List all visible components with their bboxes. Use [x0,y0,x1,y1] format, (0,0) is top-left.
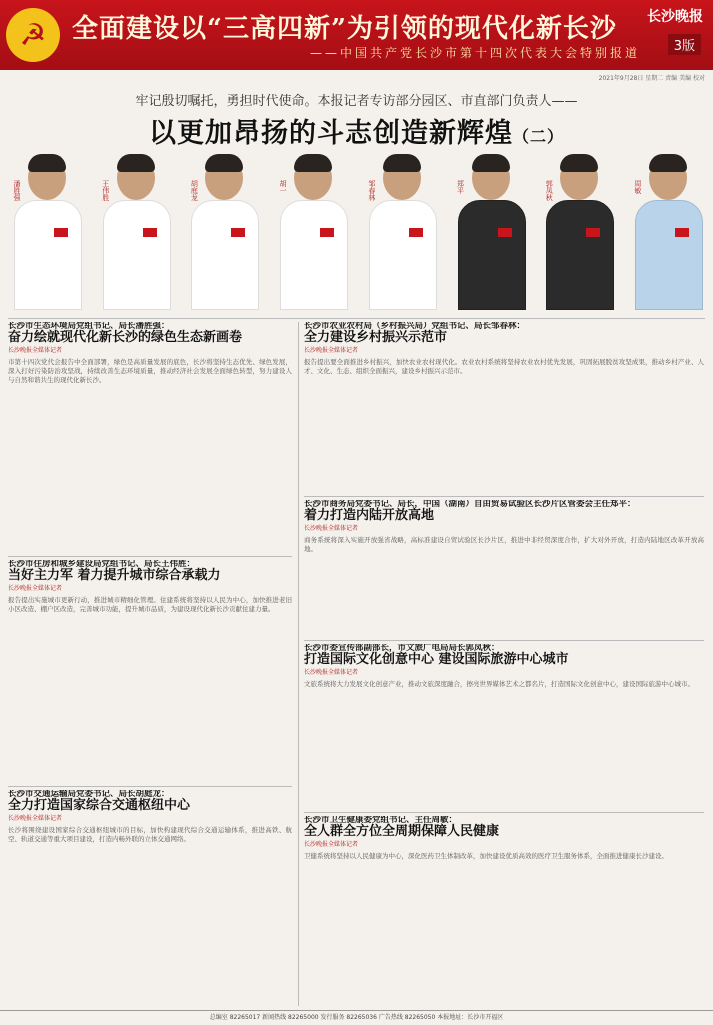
article-kicker: 长沙市生态环境局党组书记、局长潘胜强： [8,322,170,331]
article-body: 卫健系统将坚持以人民健康为中心，深化医药卫生体制改革，加快建设优质高效的医疗卫生服务体系，全面推进健康长沙建设。 [304,852,668,860]
divider [304,496,704,497]
article-byline: 长沙晚报全媒体记者 [304,525,359,532]
portrait [99,150,173,308]
portrait-name: 潘胜强 [13,180,21,201]
article-kicker: 长沙市委宣传部副部长，市文旅广电局局长郭凤秋： [304,644,500,653]
portrait-name: 王伟胜 [101,180,110,201]
divider [8,318,705,319]
portrait [365,150,439,308]
article-culture-tourism [304,644,704,794]
portrait-name: 郑平 [456,180,465,194]
article-byline: 长沙晚报全媒体记者 [8,347,63,354]
portrait-name: 郭凤秋 [545,180,554,201]
article-housing [8,560,292,770]
divider [298,322,299,1006]
article-title: 奋力绘就现代化新长沙的绿色生态新画卷 [8,330,243,345]
footer-contact-bar: 总编室 82265017 新闻热线 82265000 发行服务 82265036 广告热线 82265050 本报地址：长沙市开福区 [0,1010,713,1025]
article-title: 全力打造国家综合交通枢纽中心 [8,798,191,813]
portrait-name: 胡一 [279,180,288,194]
article-body: 文旅系统将大力发展文化创意产业，推动文旅深度融合，擦亮世界媒体艺术之都名片，打造国际文化创意中心，建设国际旅游中心城市。 [304,680,694,688]
article-environment [8,322,292,492]
article-kicker: 长沙市农业农村局（乡村振兴局）党组书记、局长邹春林： [304,322,526,331]
article-byline: 长沙晚报全媒体记者 [304,669,359,676]
main-headline-text: 以更加昂扬的斗志创造新辉煌 [148,118,513,149]
banner-title: 全面建设以“三高四新”为引领的现代化新长沙 [72,14,617,44]
portrait-name: 周敏 [633,180,642,194]
portrait-row [10,150,705,310]
portrait-name: 胡庭龙 [190,180,199,201]
article-title: 着力打造内陆开放高地 [304,508,435,523]
article-kicker: 长沙市交通运输局党委书记、局长胡庭龙： [8,790,170,799]
article-health [304,816,704,1001]
portrait [187,150,261,308]
article-title: 打造国际文化创意中心 建设国际旅游中心城市 [304,652,569,667]
divider [8,786,292,787]
headline-deck: 牢记殷切嘱托，勇担时代使命。本报记者专访部分园区、市直部门负责人—— [135,94,578,109]
dateline: 2021年9月28日 星期二 责编 美编 校对 [598,75,705,82]
masthead-banner [0,0,713,70]
headline-block [0,84,713,149]
banner-subtitle: ——中国共产党长沙市第十四次代表大会特别报道 [310,46,641,60]
divider [304,640,704,641]
article-body: 商务系统将深入实施开放强省战略，高标准建设自贸试验区长沙片区，推进中非经贸深度合作，扩大对外开放，打造内陆地区改革开放高地。 [304,536,704,553]
portrait-name: 邹春林 [367,180,376,201]
article-byline: 长沙晚报全媒体记者 [304,347,359,354]
article-body: 市第十四次党代会报告中全面部署，绿色是高质量发展的底色，长沙将坚持生态优先、绿色发展，深入打好污染防治攻坚战，持续改善生态环境质量，推动经济社会发展全面绿色转型，努力建设人与自然和谐共生的现代化新长沙。 [8,358,292,384]
article-kicker: 长沙市商务局党委书记、局长，中国（湖南）自由贸易试验区长沙片区管委会主任郑平： [304,500,636,509]
headline-part: （二） [512,127,564,146]
party-emblem-icon: ☭ [6,8,60,62]
article-agriculture [304,322,704,492]
portrait [10,150,84,308]
main-headline [0,111,713,150]
article-transport [8,790,292,1000]
article-title: 当好主力军 着力提升城市综合承载力 [8,568,221,583]
article-kicker: 长沙市住房和城乡建设局党组书记、局长王伟胜： [8,560,196,569]
portrait [276,150,350,308]
divider [8,556,292,557]
portrait [454,150,528,308]
newspaper-logo: 长沙晚报 [647,9,703,25]
article-body: 报告提出实施城市更新行动，推进城市精细化管理。住建系统将坚持以人民为中心，加快推进老旧小区改造、棚户区改造，完善城市功能，提升城市品质，为建设现代化新长沙贡献住建力量。 [8,596,292,613]
divider [304,812,704,813]
article-byline: 长沙晚报全媒体记者 [8,585,63,592]
article-commerce [304,500,704,620]
article-kicker: 长沙市卫生健康委党组书记、主任周敏： [304,816,458,825]
article-byline: 长沙晚报全媒体记者 [304,841,359,848]
portrait [631,150,705,308]
article-body: 长沙将围绕建设国家综合交通枢纽城市的目标，加快构建现代综合交通运输体系，推进高铁、航空、轨道交通等重大项目建设，打造内畅外联的立体交通网络。 [8,826,292,843]
edition-number: 3版 [668,34,701,55]
article-title: 全力建设乡村振兴示范市 [304,330,448,345]
article-title: 全人群全方位全周期保障人民健康 [304,824,500,839]
article-byline: 长沙晚报全媒体记者 [8,815,63,822]
article-body: 报告提出要全面推进乡村振兴，加快农业农村现代化。农业农村系统将坚持农业农村优先发展，巩固拓展脱贫攻坚成果，推动乡村产业、人才、文化、生态、组织全面振兴，建设乡村振兴示范市。 [304,358,704,375]
portrait [542,150,616,308]
